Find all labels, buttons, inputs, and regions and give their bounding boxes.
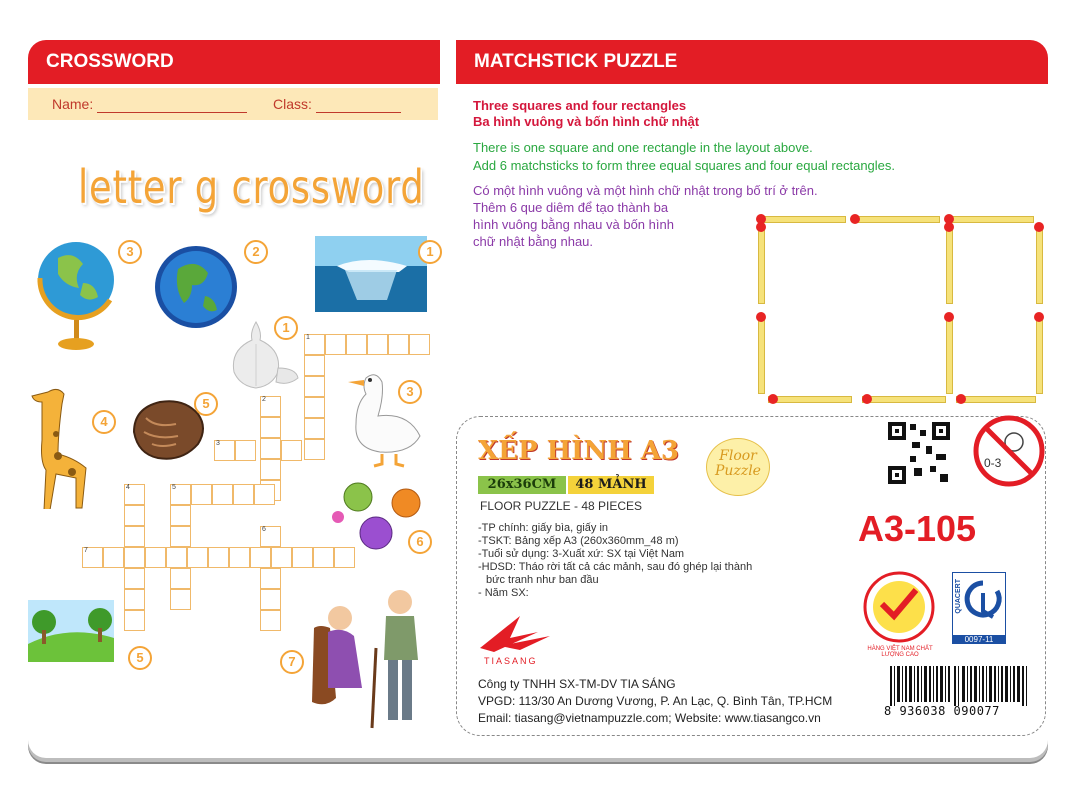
match-head: [1034, 312, 1044, 322]
crossword-cell[interactable]: [208, 547, 229, 568]
name-label: Name:: [52, 96, 94, 112]
crossword-cell[interactable]: 1: [304, 334, 325, 355]
matchstick[interactable]: [862, 396, 946, 403]
matchstick-header: MATCHSTICK PUZZLE: [456, 40, 1048, 84]
matchstick[interactable]: [856, 216, 940, 223]
matchstick-desc-en-2: Add 6 matchsticks to form three equal squares and four equal rectangles.: [473, 158, 896, 173]
crossword-cell[interactable]: [388, 334, 409, 355]
crossword-cell[interactable]: [260, 610, 281, 631]
crossword-cell[interactable]: [124, 610, 145, 631]
matchstick-title-vi: Ba hình vuông và bốn hình chữ nhật: [473, 114, 700, 129]
matchstick-title-en: Three squares and four rectangles: [473, 98, 687, 113]
crossword-cell[interactable]: 5: [170, 484, 191, 505]
crossword-cell[interactable]: [367, 334, 388, 355]
crossword-cell[interactable]: [233, 484, 254, 505]
crossword-cell[interactable]: [260, 459, 281, 480]
info-line-3: -Tuổi sử dụng: 3-Xuất xứ: SX tại Việt Nam: [478, 548, 685, 560]
crossword-cell[interactable]: 7: [82, 547, 103, 568]
matchstick[interactable]: [1036, 316, 1043, 394]
matchstick-desc-en-1: There is one square and one rectangle in the layout above.: [473, 140, 813, 155]
crossword-cell[interactable]: [166, 547, 187, 568]
crossword-cell[interactable]: [304, 439, 325, 460]
matchstick[interactable]: [950, 216, 1034, 223]
match-head: [862, 394, 872, 404]
matchstick[interactable]: [956, 396, 1036, 403]
name-field[interactable]: [97, 98, 247, 113]
badge-garden-5: 5: [128, 646, 152, 670]
class-field[interactable]: [316, 98, 401, 113]
crossword-header: CROSSWORD: [28, 40, 440, 84]
match-head: [768, 394, 778, 404]
crossword-cell[interactable]: [229, 547, 250, 568]
crossword-cell[interactable]: [260, 568, 281, 589]
matchstick-desc-vi-4: chữ nhật bằng nhau.: [473, 234, 594, 249]
match-head: [956, 394, 966, 404]
matchstick-desc-vi-2: Thêm 6 que diêm để tạo thành ba: [473, 200, 669, 215]
quacert-number: 0097-11: [953, 635, 1005, 644]
match-head: [1034, 222, 1044, 232]
matchstick[interactable]: [762, 216, 846, 223]
crossword-cell[interactable]: [170, 526, 191, 547]
info-line-5: bức tranh như ban đầu: [486, 574, 599, 586]
badge-garlic-1: 1: [274, 316, 298, 340]
tiasang-logo-text: TIASANG: [484, 656, 538, 666]
crossword-cell[interactable]: [260, 417, 281, 438]
crossword-cell[interactable]: [304, 376, 325, 397]
info-line-4: -HDSD: Tháo rời tất cả các mảnh, sau đó ghép lại thành: [478, 561, 753, 573]
matchstick[interactable]: [768, 396, 852, 403]
crossword-title: letter g crossword: [78, 160, 425, 214]
barcode-number: 8 936038 090077: [884, 704, 1000, 718]
crossword-cell[interactable]: [124, 505, 145, 526]
crossword-cell[interactable]: [250, 547, 271, 568]
info-line-2: -TSKT: Bảng xếp A3 (260x360mm_48 m): [478, 535, 679, 547]
match-head: [756, 222, 766, 232]
crossword-cell[interactable]: [313, 547, 334, 568]
quacert-icon: [963, 579, 1013, 629]
floor-puzzle-badge-line-1: Floor: [719, 448, 757, 464]
badge-goose-3: 3: [398, 380, 422, 404]
badge-grandparents-7: 7: [280, 650, 304, 674]
product-brand: XẾP HÌNH A3: [478, 436, 679, 466]
crossword-cell[interactable]: 6: [260, 526, 281, 547]
tiasang-logo: [476, 612, 556, 656]
crossword-cell[interactable]: [170, 568, 191, 589]
puzzle-sheet: [28, 40, 1048, 758]
crossword-cell[interactable]: [260, 438, 281, 459]
crossword-cell[interactable]: [235, 440, 256, 461]
crossword-cell[interactable]: [260, 589, 281, 610]
matchstick[interactable]: [946, 316, 953, 394]
matchstick-desc-vi-1: Có một hình vuông và một hình chữ nhật trong bố trí ở trên.: [473, 183, 818, 198]
crossword-cell[interactable]: [304, 418, 325, 439]
crossword-cell[interactable]: [271, 547, 292, 568]
matchstick[interactable]: [1036, 226, 1043, 304]
crossword-cell[interactable]: [124, 568, 145, 589]
crossword-cell[interactable]: [124, 589, 145, 610]
crossword-cell[interactable]: [212, 484, 233, 505]
crossword-cell[interactable]: 4: [124, 484, 145, 505]
crossword-cell[interactable]: [145, 547, 166, 568]
crossword-cell[interactable]: [292, 547, 313, 568]
company-address: VPGD: 113/30 An Dương Vương, P. An Lạc, Q. Bình Tân, TP.HCM: [478, 694, 833, 708]
crossword-cell[interactable]: 2: [260, 396, 281, 417]
crossword-cell[interactable]: [124, 526, 145, 547]
crossword-cell[interactable]: [304, 397, 325, 418]
class-label: Class:: [273, 96, 312, 112]
company-info: [478, 676, 832, 727]
floor-puzzle-badge: [706, 438, 770, 496]
badge-giraffe-4: 4: [92, 410, 116, 434]
match-head: [944, 222, 954, 232]
badge-glove-5: 5: [194, 392, 218, 416]
info-line-1: -TP chính: giấy bìa, giấy in: [478, 522, 609, 534]
grandparents-image: [304, 588, 432, 738]
matchstick[interactable]: [946, 226, 953, 304]
quality-vn-text: HÀNG VIỆT NAM CHẤT LƯỢNG CAO: [867, 646, 933, 658]
size-label: 26x36CM: [478, 476, 566, 494]
match-head: [850, 214, 860, 224]
crossword-cell[interactable]: [409, 334, 430, 355]
crossword-cell[interactable]: [103, 547, 124, 568]
qr-code: [886, 420, 952, 486]
matchstick-desc-vi-3: hình vuông bằng nhau và bốn hình: [473, 217, 674, 232]
badge-germs-6: 6: [408, 530, 432, 554]
quality-vn-logo: [862, 570, 936, 644]
match-head: [756, 312, 766, 322]
crossword-cell[interactable]: [170, 589, 191, 610]
crossword-cell[interactable]: [325, 334, 346, 355]
quacert-text: QUACERT: [955, 579, 962, 614]
company-contact: Email: tiasang@vietnampuzzle.com; Website: www.tiasangco.vn: [478, 711, 821, 725]
crossword-cell[interactable]: [304, 355, 325, 376]
pieces-label: 48 MẢNH: [568, 476, 654, 494]
crossword-cell[interactable]: [346, 334, 367, 355]
badge-iceberg-1: 1: [418, 240, 442, 264]
matchstick[interactable]: [758, 226, 765, 304]
crossword-cell[interactable]: [281, 440, 302, 461]
badge-earth-2: 2: [244, 240, 268, 264]
matchstick[interactable]: [758, 316, 765, 394]
crossword-cell[interactable]: [334, 547, 355, 568]
globe-stand-image: [28, 238, 118, 358]
crossword-cell[interactable]: [187, 547, 208, 568]
age-warning-icon: [972, 414, 1046, 488]
crossword-cell[interactable]: [254, 484, 275, 505]
crossword-cell[interactable]: 3: [214, 440, 235, 461]
badge-globe-3: 3: [118, 240, 142, 264]
crossword-cell[interactable]: [191, 484, 212, 505]
crossword-cell[interactable]: [170, 505, 191, 526]
company-name: Công ty TNHH SX-TM-DV TIA SÁNG: [478, 677, 676, 691]
iceberg-image: [315, 236, 427, 312]
garden-image: [28, 600, 114, 662]
match-head: [944, 312, 954, 322]
info-line-6: - Năm SX:: [478, 587, 529, 599]
name-class-bar: [28, 88, 438, 120]
quacert-logo: [952, 572, 1006, 644]
floor-puzzle-badge-line-2: Puzzle: [715, 463, 761, 479]
crossword-cell[interactable]: [124, 547, 145, 568]
giraffe-image: [28, 384, 108, 509]
product-subtitle: FLOOR PUZZLE - 48 PIECES: [480, 499, 643, 513]
age-warning-text: 0-3: [984, 456, 1002, 470]
product-code: A3-105: [858, 508, 977, 549]
